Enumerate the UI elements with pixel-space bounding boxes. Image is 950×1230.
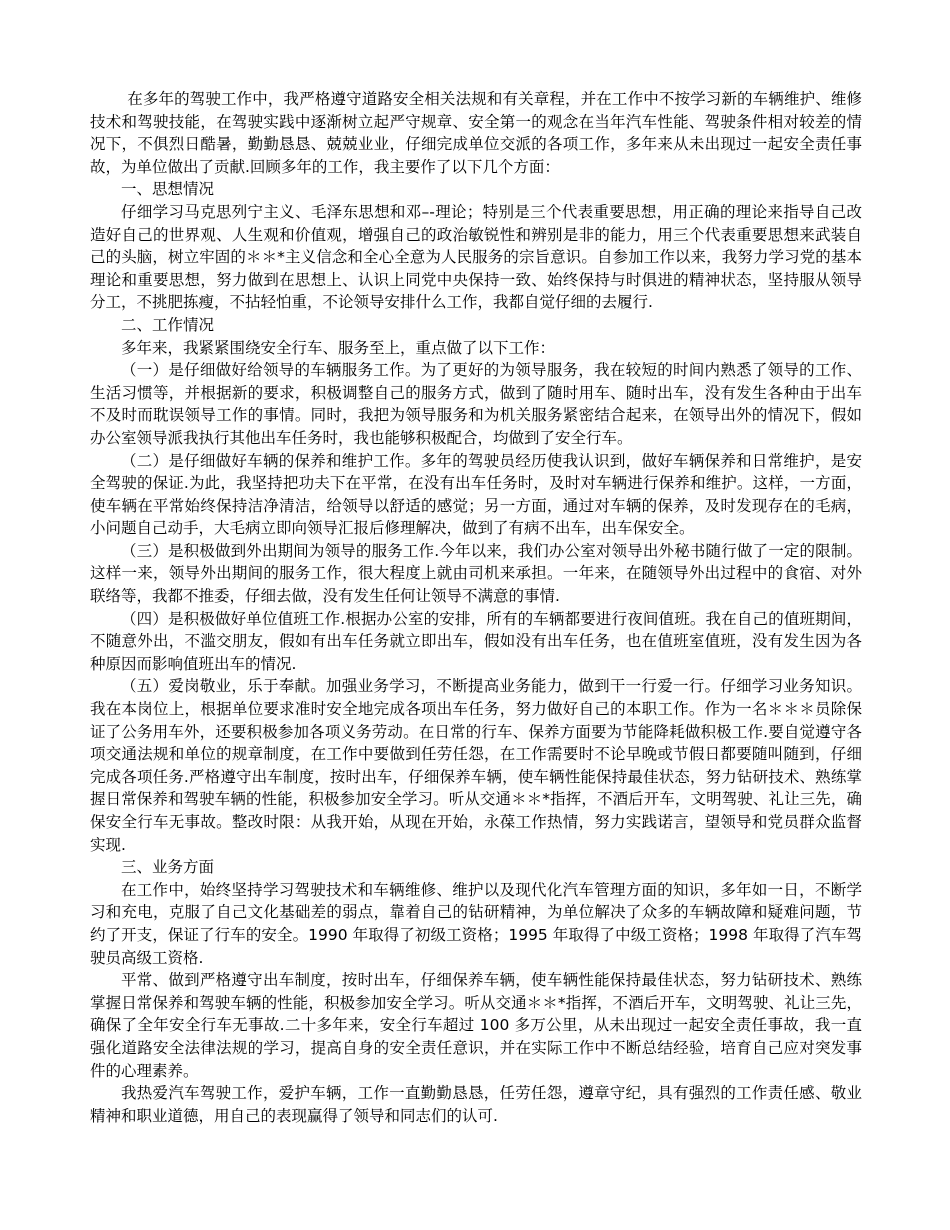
document-body bbox=[90, 88, 862, 1127]
work-item-5: （五）爱岗敬业，乐于奉献。加强业务学习，不断提高业务能力，做到干一行爱一行。仔细学习业务知识。我在本岗位上，根据单位要求准时安全地完成各项出车任务，努力做好自己的本职工作。作为一名＊＊＊员除保证了公务用车外，还要积极参加各项义务劳动。在日常的行车、保养方面要为节能降耗做积极工作.要自觉遵守各项交通法规和单位的规章制度，在工作中要做到任劳任怨，在工作需要时不论早晚或节假日都要随叫随到，仔细完成各项任务.严格遵守出车制度，按时出车，仔细保养车辆，使车辆性能保持最佳状态，努力钻研技术、熟练掌握日常保养和驾驶车辆的性能，积极参加安全学习。听从交通＊＊*指挥，不酒后开车，文明驾驶、礼让三先，确保安全行车无事故。整改时限：从我开始，从现在开始，永葆工作热情，努力实践诺言，望领导和党员群众监督实现. bbox=[90, 677, 862, 854]
section-thought-paragraph: 仔细学习马克思列宁主义、毛泽东思想和邓–-理论；特别是三个代表重要思想，用正确的理论来指导自己改造好自己的世界观、人生观和价值观，增强自己的政治敏锐性和辨别是非的能力，用三个代表重要思想来武装自己的头脑，树立牢固的＊＊*主义信念和全心全意为人民服务的宗旨意识。自参加工作以来，我努力学习党的基本理论和重要思想，努力做到在思想上、认识上同党中央保持一致、始终保持与时俱进的精神状态，坚持服从领导分工，不挑肥拣瘦，不拈轻怕重，不论领导安排什么工作，我都自觉仔细的去履行. bbox=[90, 202, 862, 312]
work-item-3: （三）是积极做到外出期间为领导的服务工作.今年以来，我们办公室对领导出外秘书随行做了一定的限制。这样一来，领导外出期间的服务工作，很大程度上就由司机来承担。一年来，在随领导外出过程中的食宿、对外联络等，我都不推委，仔细去做，没有发生任何让领导不满意的事情. bbox=[90, 541, 862, 606]
section-heading-business: 三、业务方面 bbox=[121, 858, 215, 877]
work-item-1: （一）是仔细做好给领导的车辆服务工作。为了更好的为领导服务，我在较短的时间内熟悉了领导的工作、生活习惯等，并根据新的要求，积极调整自己的服务方式，做到了随时用车、随时出车，没有发生各种由于出车不及时而耽误领导工作的事情。同时，我把为领导服务和为机关服务紧密结合起来，在领导出外的情况下，假如办公室领导派我执行其他出车任务时，我也能够积极配合，均做到了安全行车。 bbox=[90, 361, 862, 447]
section-work-intro: 多年来，我紧紧围绕安全行车、服务至上，重点做了以下工作： bbox=[121, 338, 556, 357]
section-business-paragraph-2: 平常、做到严格遵守出车制度，按时出车，仔细保养车辆，使车辆性能保持最佳状态，努力钻研技术、熟练掌握日常保养和驾驶车辆的性能，积极参加安全学习。听从交通＊＊*指挥，不酒后开车，文明驾驶、礼让三先，确保了全年安全行车无事故.二十多年来，安全行车超过 100 多万公里，从未出现过一起安全责任事故，我一直强化道路安全法律法规的学习，提高自身的安全责任意识，并在实际工作中不断总结经验，培育自己应对突发事件的心理素养。 bbox=[90, 971, 862, 1080]
work-item-2: （二）是仔细做好车辆的保养和维护工作。多年的驾驶员经历使我认识到，做好车辆保养和日常维护，是安全驾驶的保证.为此，我坚持把功夫下在平常，在没有出车任务时，及时对车辆进行保养和维护。这样，一方面，使车辆在平常始终保持洁净清洁，给领导以舒适的感觉；另一方面，通过对车辆的保养，及时发现存在的毛病，小问题自己动手，大毛病立即向领导汇报后修理解决，做到了有病不出车，出车保安全。 bbox=[90, 451, 862, 538]
section-heading-work: 二、工作情况 bbox=[121, 315, 215, 334]
section-heading-thought: 一、思想情况 bbox=[121, 180, 215, 199]
intro-paragraph: 在多年的驾驶工作中，我严格遵守道路安全相关法规和有关章程，并在工作中不按学习新的车辆维护、维修技术和驾驶技能，在驾驶实践中逐渐树立起严守规章、安全第一的观念在当年汽车性能、驾驶条件相对较差的情况下，不俱烈日酷暑，勤勤恳恳、兢兢业业，仔细完成单位交派的各项工作，多年来从未出现过一起安全责任事故，为单位做出了贡献.回顾多年的工作，我主要作了以下几个方面： bbox=[90, 90, 862, 176]
section-business-paragraph-1: 在工作中，始终坚持学习驾驶技术和车辆维修、维护以及现代化汽车管理方面的知识，多年如一日，不断学习和充电，克服了自己文化基础差的弱点，靠着自己的钻研精神，为单位解决了众多的车辆故障和疑难问题，节约了开支，保证了行车的安全。1990 年取得了初级工资格；1995 年取得了中级工资格；1998 年取得了汽车驾驶员高级工资格. bbox=[90, 880, 862, 967]
work-item-4: （四）是积极做好单位值班工作.根据办公室的安排，所有的车辆都要进行夜间值班。我在自己的值班期间，不随意外出，不滥交朋友，假如有出车任务就立即出车，假如没有出车任务，也在值班室值班，没有发生因为各种原因而影响值班出车的情况. bbox=[90, 609, 862, 673]
closing-paragraph: 我热爱汽车驾驶工作，爱护车辆，工作一直勤勤恳恳，任劳任怨，遵章守纪，具有强烈的工作责任感、敬业精神和职业道德，用自己的表现赢得了领导和同志们的认可. bbox=[90, 1084, 862, 1125]
